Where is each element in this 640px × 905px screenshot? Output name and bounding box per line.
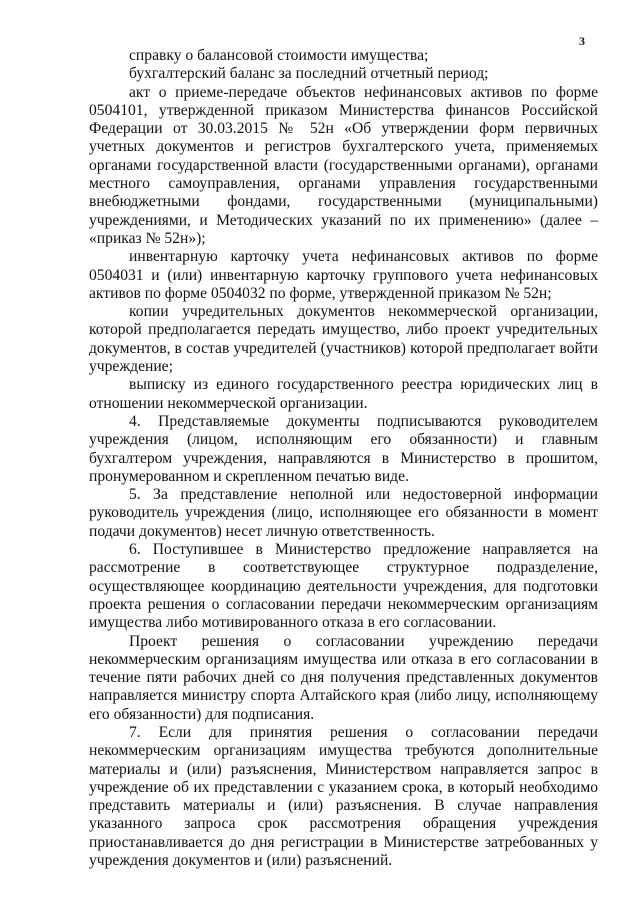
paragraph-inventory-card: инвентарную карточку учета нефинансовых активов по форме 0504031 и (или) инвентарную карточку группового учета нефинансовых активов по форме 0504032 по форме, утвержденной приказом № 52н; — [89, 248, 598, 302]
paragraph-draft-decision: Проект решения о согласовании учреждению передачи некоммерческим организациям имущества или отказа в его согласовании в течение пяти рабочих дней со дня получения представленных документов направляется министру спорта Алтайского края (либо лицу, исполняющему его обязанности) для подписания. — [89, 632, 598, 723]
paragraph-balance-value-certificate: справку о балансовой стоимости имущества; — [129, 47, 429, 64]
paragraph-item-4: 4. Представляемые документы подписываются руководителем учреждения (лицом, исполняющим его обязанности) и главным бухгалтером учреждения, направляются в Министерство в прошитом, пронумерованном и скрепленном печатью виде. — [89, 412, 598, 485]
paragraph-accounting-balance: бухгалтерский баланс за последний отчетный период; — [129, 65, 489, 83]
paragraph-founding-documents: копии учредительных документов некоммерческой организации, которой предполагается передать имущество, либо проект учредительных документов, в состав учредителей (участников) которой предполагает войти учреждение; — [89, 303, 598, 376]
paragraph-registry-extract: выписку из единого государственного реестра юридических лиц в отношении некоммерческой организации. — [89, 376, 598, 412]
document-body — [89, 47, 598, 870]
paragraph-item-5: 5. За представление неполной или недостоверной информации руководитель учреждения (лицо, исполняющее его обязанности в момент подачи документов) несет личную ответственность. — [89, 486, 598, 540]
page-number: 3 — [579, 34, 585, 48]
paragraph-item-6: 6. Поступившее в Министерство предложение направляется на рассмотрение в соответствующее структурное подразделение, осуществляющее координацию деятельности учреждения, для подготовки проекта решения о согласовании передачи некоммерческим организациям имущества либо мотивированного отказа в его согласовании. — [89, 541, 598, 632]
paragraph-item-7: 7. Если для принятия решения о согласовании передачи некоммерческим организациям имущества требуются дополнительные материалы и (или) разъяснения, Министерством направляется запрос в учреждение об их представлении с указанием срока, в который необходимо представить материалы и (или) разъяснения. В случае направления указанного запроса срок рассмотрения обращения учреждения приостанавливается до дня регистрации в Министерстве затребованных у учреждения документов и (или) разъяснений. — [89, 723, 598, 870]
paragraph-transfer-act: акт о приеме-передаче объектов нефинансовых активов по форме 0504101, утвержденной приказом Министерства финансов Российской Федерации от 30.03.2015 № 52н «Об утверждении форм первичных учетных документов и регистров бухгалтерского учета, применяемых органами государственной власти (государственными органами), органами местного самоуправления, органами управления государственными внебюджетными фондами, государственными (муниципальными) учреждениями, и Методических указаний по их применению» (далее – «приказ № 52н»); — [89, 83, 598, 247]
